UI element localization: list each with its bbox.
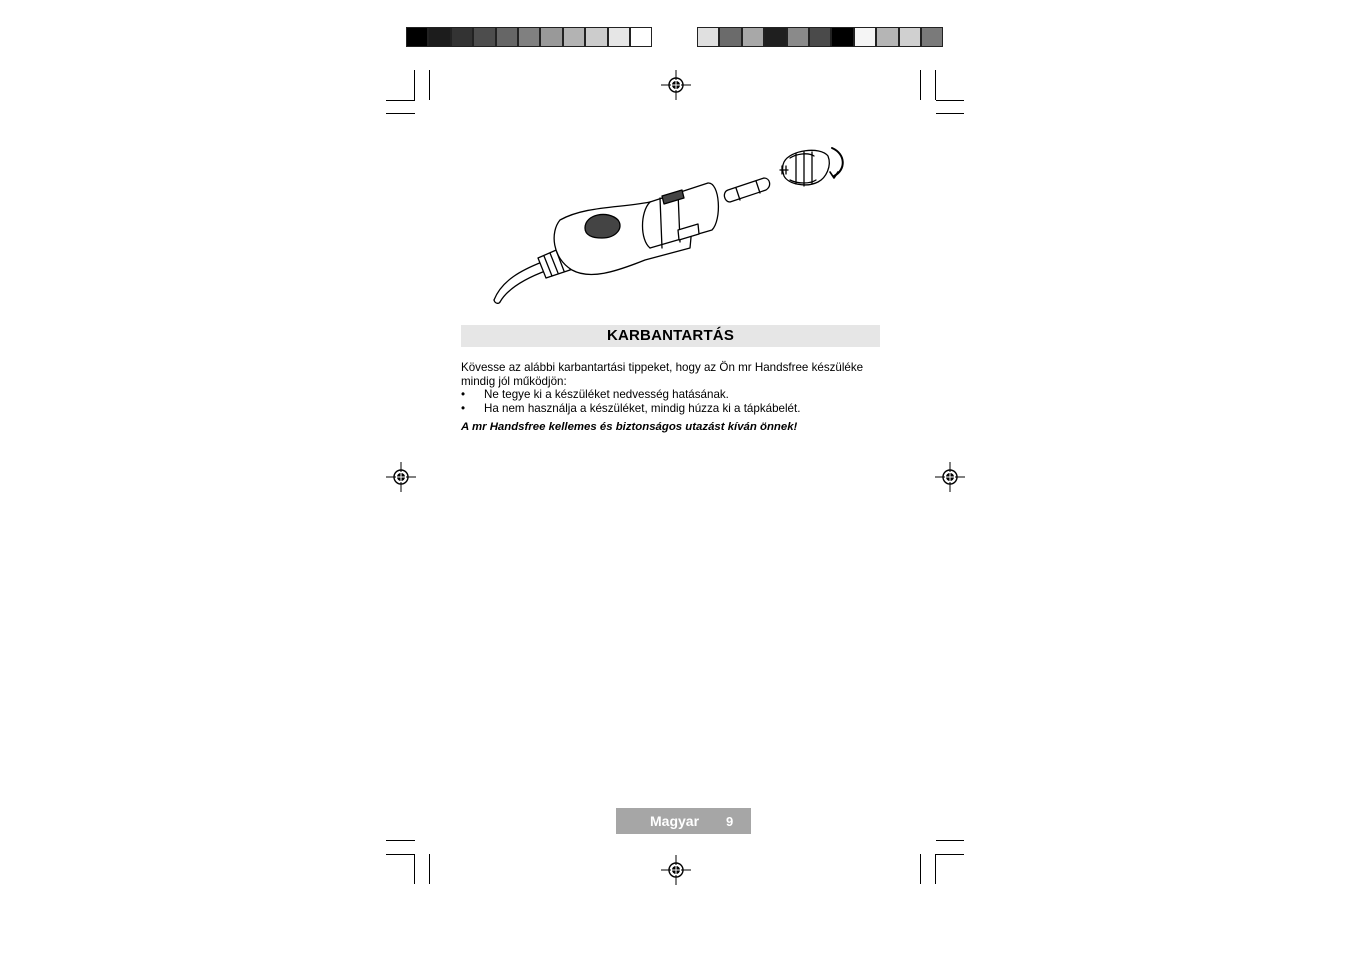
crop-mark bbox=[386, 840, 415, 841]
section-heading-box bbox=[461, 325, 880, 347]
bullet: • bbox=[461, 401, 466, 415]
calibration-swatch bbox=[630, 27, 652, 47]
footer-language: Magyar bbox=[650, 813, 700, 829]
calibration-swatch bbox=[608, 27, 630, 47]
calibration-swatch bbox=[831, 27, 853, 47]
intro-line: Kövesse az alábbi karbantartási tippeket, hogy az Ön mr Handsfree készüléke bbox=[461, 361, 864, 374]
calibration-swatch bbox=[809, 27, 831, 47]
section-title: KARBANTARTÁS bbox=[606, 327, 735, 344]
calibration-swatch bbox=[585, 27, 607, 47]
calibration-swatch bbox=[473, 27, 495, 47]
intro-line: mindig jól működjön: bbox=[461, 374, 567, 388]
registration-mark-icon bbox=[661, 70, 691, 100]
page-footer bbox=[616, 808, 751, 834]
crop-mark bbox=[920, 854, 921, 884]
calibration-swatch bbox=[518, 27, 540, 47]
calibration-swatch bbox=[697, 27, 719, 47]
calibration-swatch bbox=[876, 27, 898, 47]
tips-list bbox=[461, 388, 891, 415]
crop-mark bbox=[935, 70, 936, 100]
list-item bbox=[461, 402, 891, 416]
section-body bbox=[461, 361, 891, 415]
registration-mark-icon bbox=[935, 462, 965, 492]
calibration-swatch bbox=[787, 27, 809, 47]
crop-mark bbox=[386, 100, 415, 101]
calibration-swatch bbox=[764, 27, 786, 47]
calibration-swatch bbox=[563, 27, 585, 47]
crop-mark bbox=[386, 854, 415, 855]
calibration-swatch bbox=[406, 27, 428, 47]
crop-mark bbox=[414, 70, 415, 100]
page-number: 9 bbox=[726, 814, 734, 829]
crop-mark bbox=[920, 70, 921, 100]
calibration-swatch bbox=[540, 27, 562, 47]
calibration-swatch bbox=[451, 27, 473, 47]
crop-mark bbox=[936, 100, 964, 101]
bullet: • bbox=[461, 388, 466, 401]
calibration-swatch bbox=[921, 27, 943, 47]
list-item bbox=[461, 388, 891, 402]
calibration-swatch bbox=[854, 27, 876, 47]
crop-mark bbox=[935, 854, 936, 884]
list-item-text: Ha nem használja a készüléket, mindig húzza ki a tápkábelét. bbox=[484, 401, 801, 415]
calibration-swatch bbox=[742, 27, 764, 47]
crop-mark bbox=[429, 70, 430, 100]
crop-mark bbox=[936, 840, 964, 841]
closing-note: A mr Handsfree kellemes és biztonságos utazást kíván önnek! bbox=[461, 421, 798, 433]
calibration-swatch bbox=[496, 27, 518, 47]
crop-mark bbox=[936, 854, 964, 855]
list-item-text: Ne tegye ki a készüléket nedvesség hatásának. bbox=[484, 388, 729, 401]
crop-mark bbox=[414, 854, 415, 884]
calibration-swatch bbox=[899, 27, 921, 47]
registration-mark-icon bbox=[661, 855, 691, 885]
registration-mark-icon bbox=[386, 462, 416, 492]
crop-mark bbox=[936, 113, 964, 114]
calibration-swatch bbox=[719, 27, 741, 47]
crop-mark bbox=[429, 854, 430, 884]
crop-mark bbox=[386, 113, 415, 114]
car-charger-with-fuse-icon bbox=[490, 140, 860, 310]
calibration-swatch bbox=[428, 27, 450, 47]
